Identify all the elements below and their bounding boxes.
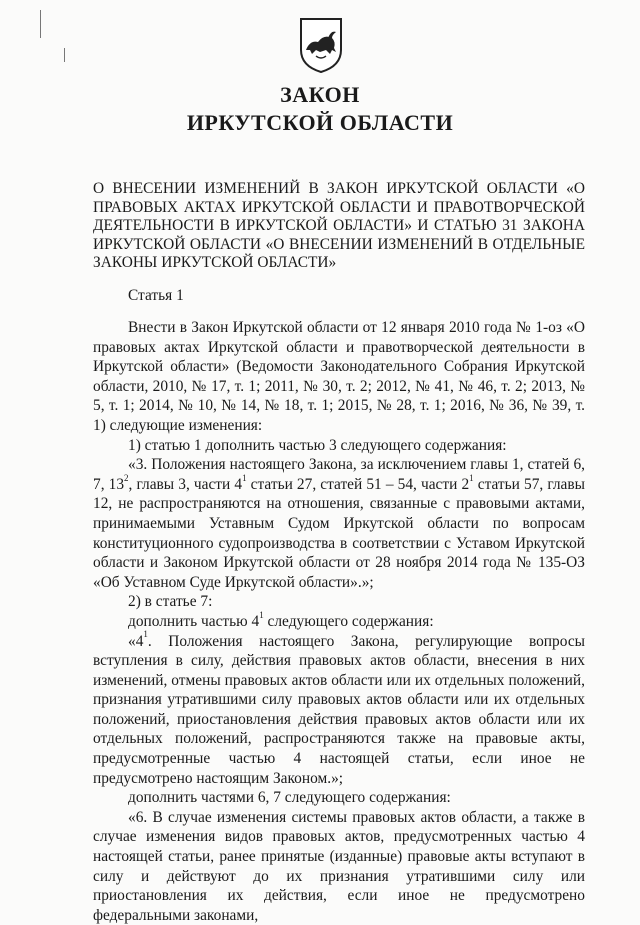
- article-intro: Внести в Закон Иркутской области от 12 января 2010 года № 1-оз «О правовых актах Иркутской области и правотворческой деятельности в Иркутской области» (Ведомости Законодательного Собрания Иркутской области, 2010, № 17, т. 1; 2011, № 30, т. 2; 2012, № 41, № 46, т. 2; 2013, № 5, т. 1; 2014, № 10, № 14, № 18, т. 1; 2015, № 28, т. 1; 2016, № 36, № 39, т. 1) следующие изменения:: [93, 319, 585, 434]
- law-region: ИРКУТСКОЙ ОБЛАСТИ: [186, 110, 454, 135]
- article-heading: Статья 1: [128, 287, 184, 304]
- scan-mark: [64, 48, 65, 62]
- quote-part-3: «3. Положения настоящего Закона, за исключением главы 1, статей 6, 7, $13^2$, главы 3, части $4^1$ статьи 27, статей 51 – 54, части $2^1$ статьи 57, главы 12, не распространяются на отношения, связанные с правовыми актами, принимаемыми Уставным Судом Иркутской области по вопросам конституционного судопроизводства в соответствии с Уставом Иркутской области и Законом Иркутской области от 28 ноября 2014 года № 135-ОЗ «Об Уставном Суде Иркутской области».»;: [93, 456, 585, 591]
- quote-part-4-1: «$4^1$. Положения настоящего Закона, регулирующие вопросы вступления в силу, действия правовых актов области, внесения в них изменений, отмены правовых актов области или их отдельных положений, признания утратившими силу правовых актов области или их отдельных положений, приостановления действия правовых актов области или их отдельных положений, распространяются также на правовые акты, предусмотренные частью 4 настоящей статьи, если иное не предусмотрено настоящим Законом.»;: [93, 629, 585, 787]
- law-subject: О ВНЕСЕНИИ ИЗМЕНЕНИЙ В ЗАКОН ИРКУТСКОЙ ОБЛАСТИ «О ПРАВОВЫХ АКТАХ ИРКУТСКОЙ ОБЛАСТИ И ПРАВОТВОРЧЕСКОЙ ДЕЯТЕЛЬНОСТИ В ИРКУТСКОЙ ОБЛАСТИ» И СТАТЬЮ 31 ЗАКОНА ИРКУТСКОЙ ОБЛАСТИ «О ВНЕСЕНИИ ИЗМЕНЕНИЙ В ОТДЕЛЬНЫЕ ЗАКОНЫ ИРКУТСКОЙ ОБЛАСТИ»: [93, 180, 585, 272]
- law-title: ЗАКОН: [280, 82, 360, 107]
- article-body: [93, 318, 585, 925]
- scan-mark: [40, 10, 41, 38]
- add-part-4-1: дополнить частью $4^1$ следующего содержания:: [128, 609, 434, 630]
- coat-of-arms-icon: [298, 16, 344, 74]
- quote-part-6: «6. В случае изменения системы правовых актов области, а также в случае изменения видов правовых актов, предусмотренных частью 4 настоящей статьи, ранее принятые (изданные) правовые акты вступают в силу и действуют до их признания утратившими силу или приостановления их действия, если иное не предусмотрено федеральными законами,: [93, 808, 585, 924]
- item-2: 2) в статье 7:: [128, 593, 213, 611]
- add-parts-6-7: дополнить частями 6, 7 следующего содержания:: [128, 789, 451, 807]
- item-1: 1) статью 1 дополнить частью 3 следующего содержания:: [128, 436, 507, 454]
